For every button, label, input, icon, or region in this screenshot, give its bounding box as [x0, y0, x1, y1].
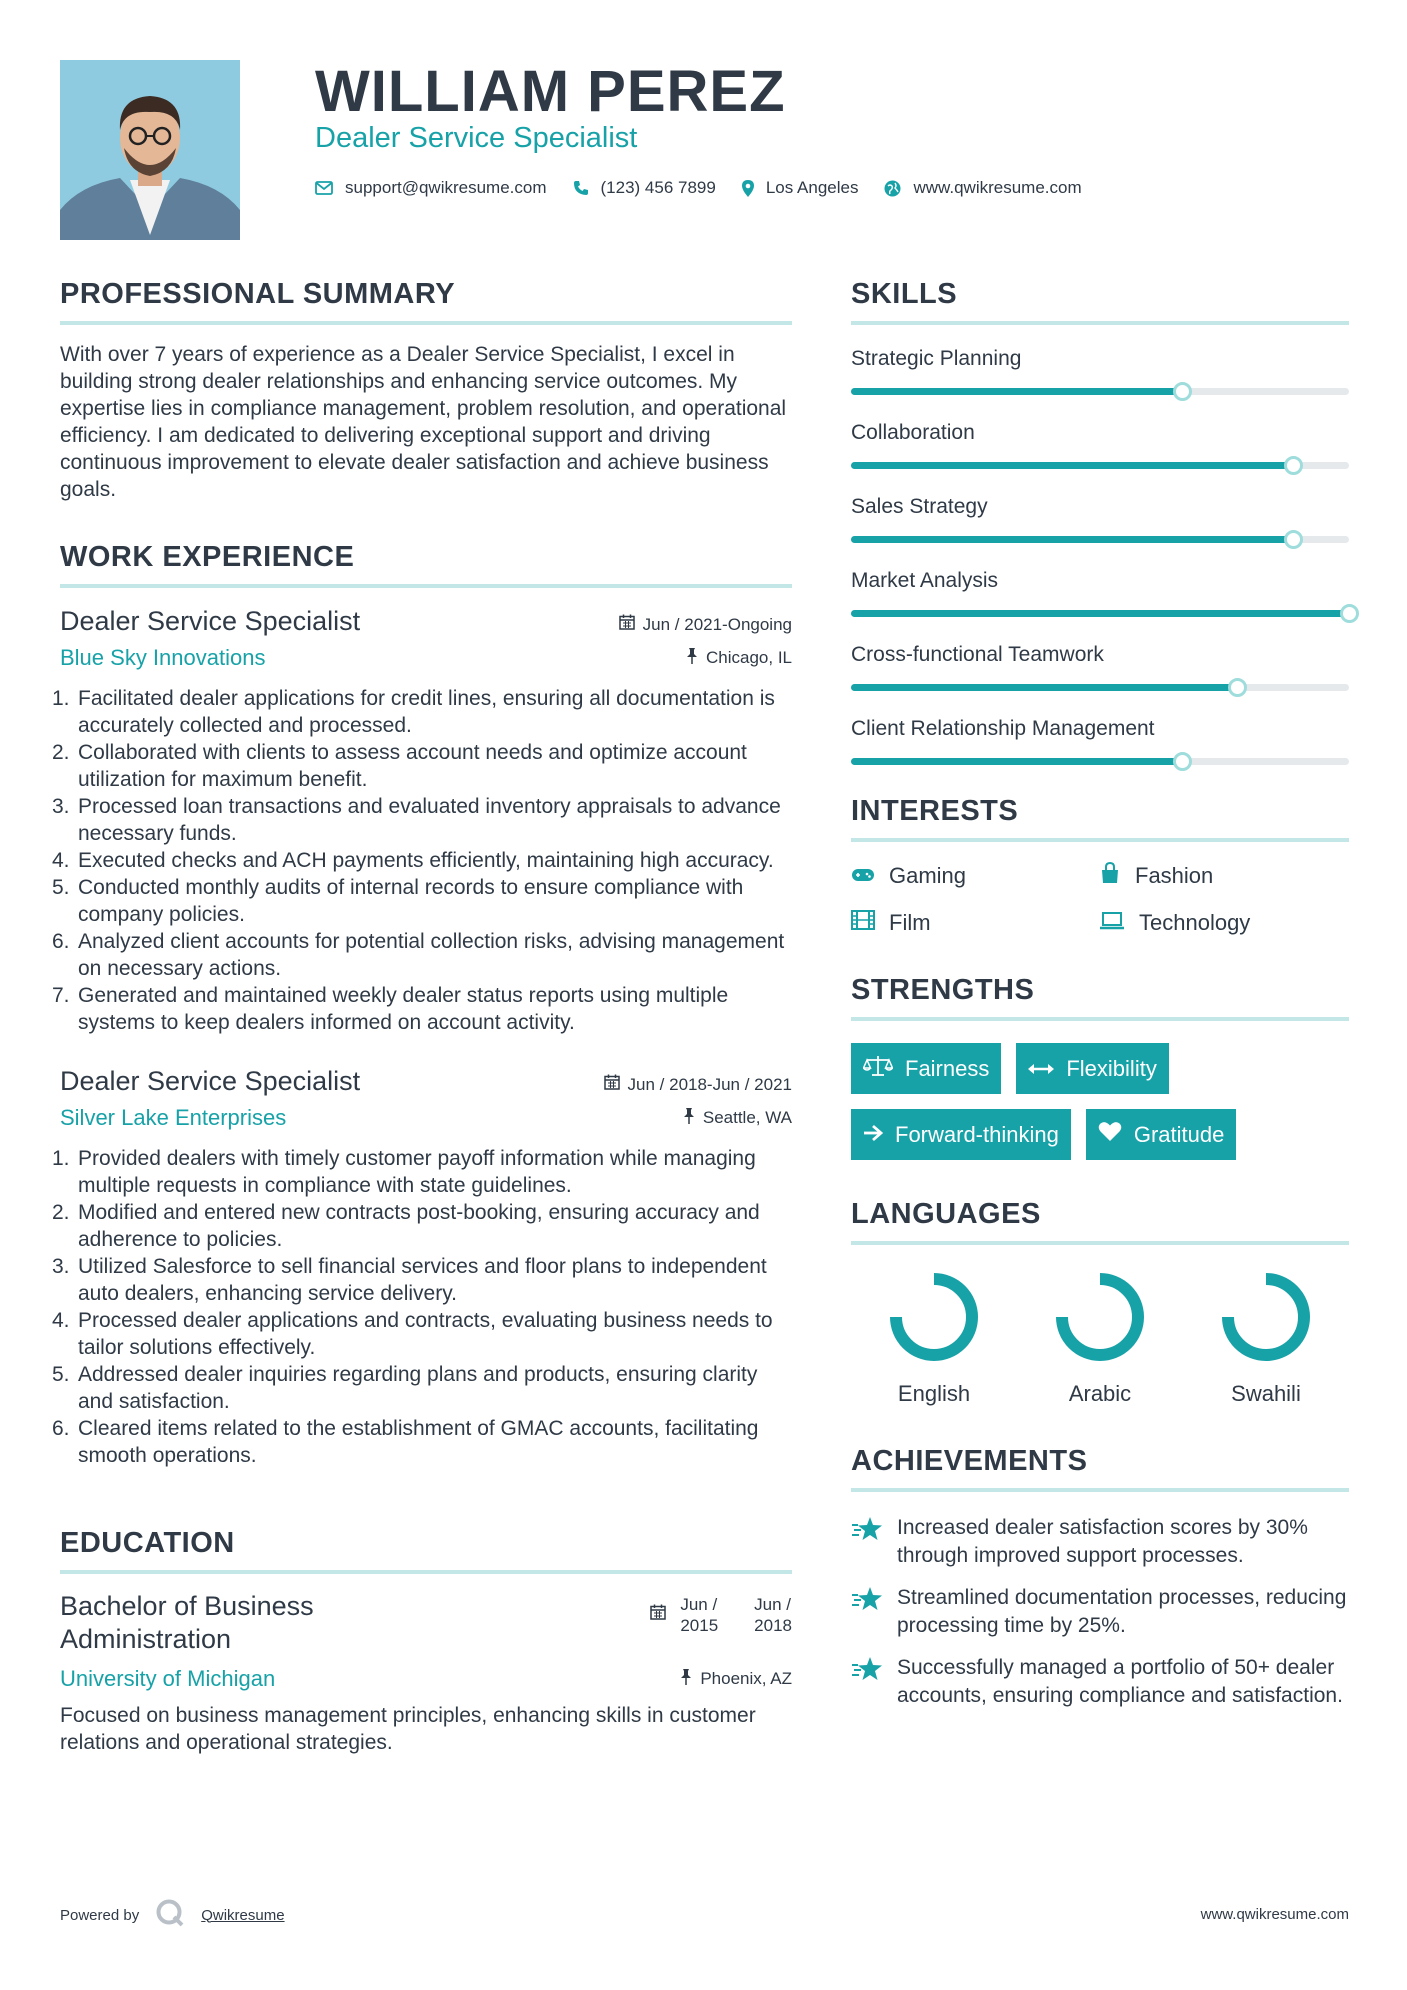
job-entry — [52, 606, 792, 1036]
contact-website[interactable] — [884, 178, 1081, 198]
interest-label: Film — [889, 910, 931, 935]
achievement-item — [851, 1654, 1349, 1710]
skill-bar-fill — [851, 462, 1293, 469]
school-name: University of Michigan — [60, 1666, 276, 1691]
job-entry-title: Dealer Service Specialist — [60, 606, 361, 636]
strength-chip — [1086, 1109, 1237, 1160]
interest-label: Fashion — [1135, 863, 1214, 888]
list-item: 2. Modified and entered new contracts post-booking, ensuring accuracy and adherence to policies. — [52, 1201, 760, 1251]
list-item: 1. Provided dealers with timely customer payoff information while managing multiple requests in compliance with state guidelines. — [52, 1147, 756, 1197]
job-entry-title: Dealer Service Specialist — [60, 1066, 361, 1096]
gamepad-icon — [851, 863, 875, 889]
languages-section — [851, 1198, 1349, 1407]
languages-heading: LANGUAGES — [851, 1198, 1349, 1245]
map-marker-icon — [742, 180, 754, 197]
phone-icon — [573, 180, 589, 196]
strength-label: Flexibility — [1066, 1055, 1157, 1081]
list-item: 2. Collaborated with clients to assess account needs and optimize account utilization for maximum benefit. — [52, 741, 747, 791]
skill-item — [851, 717, 1349, 765]
end-month: Jun / — [754, 1595, 792, 1614]
skill-name: Market Analysis — [851, 569, 999, 592]
skill-bar-fill — [851, 536, 1293, 543]
list-item: 1. Facilitated dealer applications for credit lines, ensuring all documentation is accurately collected and processed. — [52, 687, 775, 737]
job-dates-text: Jun / 2018-Jun / 2021 — [627, 1074, 792, 1094]
skill-item — [851, 569, 1349, 617]
arrows-horizontal-icon — [1028, 1056, 1054, 1082]
summary-text: With over 7 years of experience as a Dealer Service Specialist, I excel in building strong dealer relationships and enhancing service outcomes. My expertise lies in compliance management, problem resolution, and operational efficiency. I am dedicated to delivering exceptional support and driving continuous improvement to elevate dealer satisfaction and achieve business goals. — [60, 343, 787, 501]
skill-bar-fill — [851, 388, 1182, 395]
strengths-list — [851, 1037, 1349, 1160]
strength-label: Gratitude — [1133, 1121, 1225, 1147]
company-name: Silver Lake Enterprises — [60, 1105, 287, 1130]
language-name: English — [897, 1381, 971, 1406]
interests-grid — [851, 858, 1349, 936]
location-text: Los Angeles — [765, 178, 859, 197]
summary-section — [60, 278, 792, 503]
achievements-list — [851, 1508, 1349, 1710]
achievement-text: Streamlined documentation processes, reducing processing time by 25%. — [897, 1586, 1347, 1637]
footer-powered-by — [60, 1898, 285, 1932]
skill-bar-fill — [851, 684, 1237, 691]
pin-icon — [686, 648, 698, 669]
globe-icon — [884, 180, 901, 197]
achievement-item — [851, 1584, 1349, 1640]
interest-label: Technology — [1139, 910, 1251, 935]
profile-photo — [60, 60, 240, 240]
left-column — [52, 278, 792, 1756]
envelope-icon — [315, 181, 333, 195]
skill-bar-knob — [1340, 604, 1359, 623]
skill-bar-knob — [1284, 530, 1303, 549]
skill-item — [851, 421, 1349, 469]
skill-name: Cross-functional Teamwork — [851, 643, 1104, 666]
experience-heading: WORK EXPERIENCE — [60, 541, 792, 588]
skill-bar-knob — [1228, 678, 1247, 697]
job-location-text: Chicago, IL — [706, 648, 792, 667]
language-name: Swahili — [1231, 1381, 1301, 1406]
list-item: 3. Utilized Salesforce to sell financial services and floor plans to independent auto dealers, enhancing service delivery. — [52, 1255, 767, 1305]
interests-heading: INTERESTS — [851, 795, 1349, 842]
interest-item — [851, 862, 1099, 890]
skill-item — [851, 347, 1349, 395]
job-bullets — [52, 1145, 792, 1469]
list-item: 4. Processed dealer applications and contracts, evaluating business needs to tailor solutions effectively. — [52, 1309, 773, 1359]
qwikresume-logo-icon — [155, 1898, 185, 1932]
job-entry-dates — [604, 1074, 792, 1095]
contact-location — [742, 178, 859, 198]
contact-bar — [315, 178, 1082, 198]
interests-section — [851, 795, 1349, 936]
education-description: Focused on business management principles, enhancing skills in customer relations and operational strategies. — [60, 1704, 756, 1754]
footer-url[interactable]: www.qwikresume.com — [1200, 1906, 1349, 1923]
degree-title: Bachelor of Business Administration — [60, 1591, 314, 1654]
skill-bar — [851, 684, 1349, 691]
list-item: 6. Analyzed client accounts for potential collection risks, advising management on necessary actions. — [52, 930, 785, 980]
education-section — [60, 1527, 792, 1756]
education-location-text: Phoenix, AZ — [700, 1669, 792, 1688]
skill-name: Collaboration — [851, 421, 975, 444]
strength-label: Forward-thinking — [895, 1121, 1059, 1147]
summary-heading: PROFESSIONAL SUMMARY — [60, 278, 792, 325]
list-item: 5. Conducted monthly audits of internal records to ensure compliance with company policies. — [52, 876, 744, 926]
achievement-text: Successfully managed a portfolio of 50+ dealer accounts, ensuring compliance and satisfaction. — [897, 1656, 1343, 1707]
candidate-name: WILLIAM PEREZ — [315, 59, 786, 124]
skill-bar-knob — [1173, 752, 1192, 771]
list-item: 5. Addressed dealer inquiries regarding plans and products, ensuring clarity and satisfaction. — [52, 1363, 758, 1413]
start-year: 2015 — [680, 1616, 719, 1635]
pin-icon — [683, 1108, 695, 1129]
experience-section — [52, 541, 792, 1469]
language-ring — [1052, 1269, 1148, 1365]
film-icon — [851, 910, 875, 936]
strength-chip — [851, 1109, 1071, 1160]
powered-by-text: Powered by — [60, 1906, 140, 1924]
job-location — [686, 648, 792, 669]
skill-name: Strategic Planning — [851, 347, 1022, 370]
language-item — [851, 1269, 1017, 1407]
contact-phone[interactable] — [573, 178, 716, 198]
education-start — [680, 1594, 718, 1636]
laptop-icon — [1099, 910, 1125, 936]
skill-name: Sales Strategy — [851, 495, 988, 518]
job-entry — [52, 1066, 792, 1469]
skills-heading: SKILLS — [851, 278, 1349, 325]
skill-bar — [851, 758, 1349, 765]
skill-name: Client Relationship Management — [851, 717, 1155, 740]
interest-item — [1099, 910, 1349, 936]
interest-item — [1099, 862, 1349, 890]
skill-bar-fill — [851, 610, 1349, 617]
achievements-section — [851, 1445, 1349, 1710]
calendar-icon — [619, 614, 635, 635]
strength-chip — [851, 1043, 1001, 1094]
right-column — [851, 278, 1349, 1724]
balance-scale-icon — [863, 1055, 893, 1083]
language-ring — [886, 1269, 982, 1365]
education-dates — [650, 1594, 792, 1636]
skill-bar — [851, 536, 1349, 543]
education-end — [754, 1594, 792, 1636]
company-name: Blue Sky Innovations — [60, 645, 266, 670]
language-name: Arabic — [1068, 1381, 1132, 1406]
skill-bar-fill — [851, 758, 1182, 765]
list-item: 6. Cleared items related to the establishment of GMAC accounts, facilitating smooth operations. — [52, 1417, 759, 1467]
list-item: 3. Processed loan transactions and evaluated inventory appraisals to advance necessary funds. — [52, 795, 781, 845]
skills-section — [851, 278, 1349, 765]
star-icon — [851, 1586, 883, 1640]
education-heading: EDUCATION — [60, 1527, 792, 1574]
pin-icon — [680, 1669, 692, 1690]
skill-bar — [851, 388, 1349, 395]
achievement-text: Increased dealer satisfaction scores by 30% through improved support processes. — [897, 1516, 1308, 1567]
contact-email[interactable] — [315, 178, 547, 198]
shopping-bag-icon — [1099, 862, 1121, 890]
end-year: 2018 — [754, 1616, 792, 1635]
skill-bar — [851, 462, 1349, 469]
languages-list — [851, 1261, 1349, 1407]
job-entry-dates — [619, 614, 792, 635]
skill-bar — [851, 610, 1349, 617]
achievements-heading: ACHIEVEMENTS — [851, 1445, 1349, 1492]
heart-icon — [1098, 1121, 1122, 1148]
arrow-right-icon — [863, 1122, 883, 1148]
language-item — [1017, 1269, 1183, 1407]
job-bullets — [52, 685, 792, 1036]
education-location — [680, 1669, 792, 1690]
job-title: Dealer Service Specialist — [315, 122, 638, 154]
strengths-section — [851, 974, 1349, 1160]
strengths-heading: STRENGTHS — [851, 974, 1349, 1021]
phone-text: (123) 456 7899 — [600, 178, 716, 197]
brand-link[interactable]: Qwikresume — [201, 1906, 285, 1924]
skill-item — [851, 495, 1349, 543]
strength-chip — [1016, 1043, 1168, 1094]
list-item: 7. Generated and maintained weekly dealer status reports using multiple systems to keep dealers informed on account activity. — [52, 984, 729, 1034]
job-location-text: Seattle, WA — [702, 1108, 792, 1127]
achievement-item — [851, 1514, 1349, 1570]
calendar-icon — [604, 1074, 620, 1095]
strength-label: Fairness — [905, 1055, 990, 1081]
star-icon — [851, 1656, 883, 1710]
start-month: Jun / — [680, 1595, 718, 1614]
language-item — [1183, 1269, 1349, 1407]
email-text: support@qwikresume.com — [345, 178, 547, 197]
skill-bar-knob — [1173, 382, 1192, 401]
job-location — [683, 1108, 792, 1129]
skill-item — [851, 643, 1349, 691]
calendar-icon — [650, 1604, 666, 1625]
website-text: www.qwikresume.com — [913, 178, 1082, 197]
language-ring — [1218, 1269, 1314, 1365]
list-item: 4. Executed checks and ACH payments efficiently, maintaining high accuracy. — [52, 849, 774, 872]
skills-list — [851, 341, 1349, 765]
star-icon — [851, 1516, 883, 1570]
interest-item — [851, 910, 1099, 936]
skill-bar-knob — [1284, 456, 1303, 475]
job-dates-text: Jun / 2021-Ongoing — [642, 614, 792, 634]
interest-label: Gaming — [889, 863, 967, 888]
